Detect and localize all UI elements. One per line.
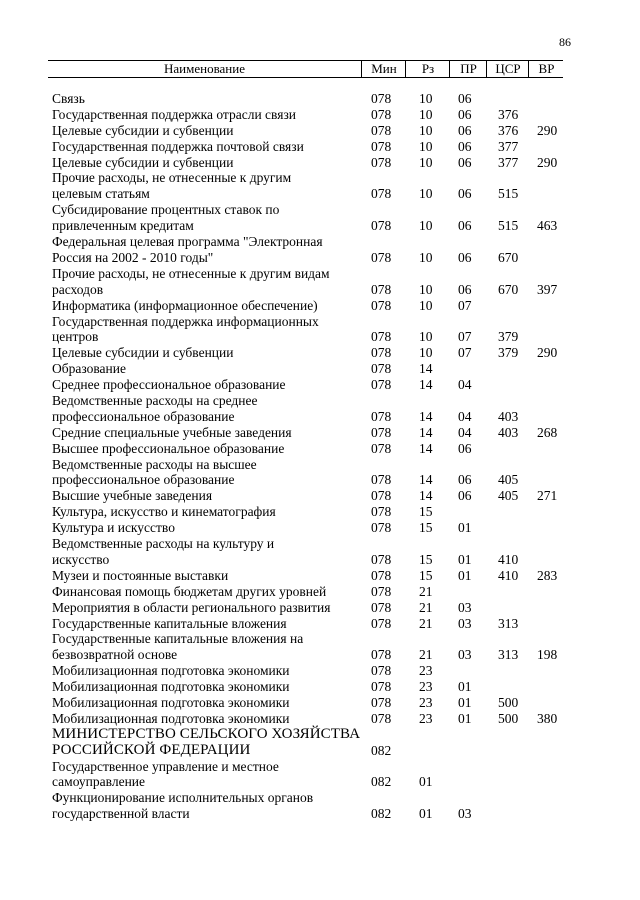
cell-pr: 06 <box>458 249 472 265</box>
row-name <box>52 663 352 679</box>
cell-vr: 198 <box>537 647 558 663</box>
cell-min: 078 <box>371 440 392 456</box>
row-name-line: Ведомственные расходы на высшее <box>52 456 257 472</box>
cell-csr: 500 <box>498 710 519 726</box>
row-name-line: Культура, искусство и кинематография <box>52 504 276 520</box>
row-name <box>52 790 352 822</box>
row-name-line: самоуправление <box>52 774 146 790</box>
cell-pr: 06 <box>458 186 472 202</box>
cell-pr: 03 <box>458 599 472 615</box>
row-name-line: Мобилизационная подготовка экономики <box>52 694 290 710</box>
row-name <box>52 504 352 520</box>
row-name <box>52 631 352 663</box>
cell-min: 082 <box>371 742 392 758</box>
cell-vr: 290 <box>537 122 558 138</box>
row-name-line: Мобилизационная подготовка экономики <box>52 710 290 726</box>
cell-rz: 10 <box>419 122 433 138</box>
row-name-line: Информатика (информационное обеспечение) <box>52 297 318 313</box>
row-name-line: Государственная поддержка отрасли связи <box>52 106 297 122</box>
row-name <box>52 520 352 536</box>
table-row <box>0 202 640 234</box>
row-name <box>52 457 352 489</box>
cell-csr: 376 <box>498 106 519 122</box>
row-name-line: привлеченным кредитам <box>52 218 194 234</box>
row-name-line: Ведомственные расходы на культуру и <box>52 536 275 552</box>
table-row <box>0 727 640 759</box>
cell-rz: 21 <box>419 615 433 631</box>
row-name-line: Целевые субсидии и субвенции <box>52 154 234 170</box>
row-name <box>52 314 352 346</box>
cell-pr: 04 <box>458 424 472 440</box>
cell-pr: 06 <box>458 106 472 122</box>
cell-min: 078 <box>371 361 392 377</box>
cell-min: 078 <box>371 377 392 393</box>
table-row <box>0 536 640 568</box>
table-row <box>0 441 640 457</box>
row-name-line: Ведомственные расходы на среднее <box>52 393 258 408</box>
row-name-line: Государственные капитальные вложения на <box>52 631 304 647</box>
table-row <box>0 425 640 441</box>
cell-rz: 10 <box>419 218 433 234</box>
row-name <box>52 536 352 568</box>
cell-min: 078 <box>371 106 392 122</box>
cell-min: 078 <box>371 218 392 234</box>
cell-csr: 670 <box>498 281 519 297</box>
cell-pr: 06 <box>458 440 472 456</box>
row-name-line: Высшее профессиональное образование <box>52 440 285 456</box>
cell-min: 078 <box>371 424 392 440</box>
cell-rz: 23 <box>419 663 433 679</box>
row-name-line: Государственная поддержка информационных <box>52 313 319 329</box>
cell-min: 078 <box>371 520 392 536</box>
cell-csr: 410 <box>498 567 519 583</box>
row-name <box>52 107 352 123</box>
table-row <box>0 695 640 711</box>
cell-pr: 06 <box>458 122 472 138</box>
row-name-line: Мобилизационная подготовка экономики <box>52 663 290 679</box>
cell-pr: 04 <box>458 377 472 393</box>
cell-min: 078 <box>371 694 392 710</box>
cell-min: 078 <box>371 504 392 520</box>
row-name <box>52 170 352 202</box>
table-row <box>0 568 640 584</box>
cell-rz: 23 <box>419 694 433 710</box>
cell-pr: 06 <box>458 218 472 234</box>
row-name <box>52 711 352 727</box>
table-row <box>0 600 640 616</box>
cell-pr: 07 <box>458 345 472 361</box>
row-name-line: МИНИСТЕРСТВО СЕЛЬСКОГО ХОЗЯЙСТВА <box>52 725 361 742</box>
row-name <box>52 488 352 504</box>
row-name-line: центров <box>52 329 99 345</box>
cell-pr: 01 <box>458 567 472 583</box>
row-name <box>52 298 352 314</box>
table-row <box>0 520 640 536</box>
row-name <box>52 725 361 759</box>
cell-vr: 290 <box>537 154 558 170</box>
cell-vr: 268 <box>537 424 558 440</box>
header-name: Наименование <box>164 61 245 76</box>
cell-min: 078 <box>371 663 392 679</box>
cell-min: 078 <box>371 615 392 631</box>
header-pr: ПР <box>449 61 487 77</box>
row-name-line: Государственное управление и местное <box>52 758 279 774</box>
cell-min: 078 <box>371 710 392 726</box>
cell-rz: 10 <box>419 345 433 361</box>
row-name-line: Мероприятия в области регионального развития <box>52 599 331 615</box>
cell-vr: 397 <box>537 281 558 297</box>
table-row <box>0 266 640 298</box>
table-row <box>0 170 640 202</box>
cell-min: 078 <box>371 249 392 265</box>
row-name-line: Целевые субсидии и субвенции <box>52 345 234 361</box>
cell-min: 078 <box>371 408 392 424</box>
cell-min: 078 <box>371 599 392 615</box>
row-name-line: Средние специальные учебные заведения <box>52 424 292 440</box>
header-vr: ВР <box>528 61 564 77</box>
cell-rz: 15 <box>419 504 433 520</box>
cell-min: 078 <box>371 583 392 599</box>
cell-csr: 376 <box>498 122 519 138</box>
row-name <box>52 679 352 695</box>
table-row <box>0 711 640 727</box>
cell-pr: 06 <box>458 138 472 154</box>
cell-rz: 23 <box>419 710 433 726</box>
row-name-line: Государственные капитальные вложения <box>52 615 287 631</box>
cell-pr: 01 <box>458 710 472 726</box>
row-name <box>52 441 352 457</box>
cell-csr: 405 <box>498 488 519 504</box>
cell-rz: 14 <box>419 488 433 504</box>
cell-pr: 06 <box>458 90 472 106</box>
table-row <box>0 663 640 679</box>
cell-min: 078 <box>371 488 392 504</box>
cell-pr: 01 <box>458 679 472 695</box>
cell-rz: 10 <box>419 329 433 345</box>
row-name-line: Прочие расходы, не отнесенные к другим видам <box>52 265 330 281</box>
cell-vr: 463 <box>537 218 558 234</box>
cell-pr: 01 <box>458 694 472 710</box>
row-name <box>52 759 352 791</box>
cell-pr: 07 <box>458 297 472 313</box>
cell-pr: 03 <box>458 647 472 663</box>
cell-rz: 15 <box>419 520 433 536</box>
cell-rz: 01 <box>419 806 433 822</box>
table-row <box>0 139 640 155</box>
table-row <box>0 759 640 791</box>
table-row <box>0 790 640 822</box>
cell-vr: 283 <box>537 567 558 583</box>
cell-rz: 14 <box>419 361 433 377</box>
table-row <box>0 155 640 171</box>
row-name <box>52 266 352 298</box>
row-name-line: Функционирование исполнительных органов <box>52 790 314 806</box>
cell-csr: 313 <box>498 615 519 631</box>
cell-min: 078 <box>371 345 392 361</box>
row-name <box>52 600 352 616</box>
row-name-line: Прочие расходы, не отнесенные к другим <box>52 170 292 186</box>
cell-min: 078 <box>371 154 392 170</box>
cell-pr: 06 <box>458 154 472 170</box>
cell-min: 082 <box>371 774 392 790</box>
cell-pr: 06 <box>458 281 472 297</box>
cell-rz: 10 <box>419 106 433 122</box>
row-name-line: Государственная поддержка почтовой связи <box>52 138 304 154</box>
cell-rz: 23 <box>419 679 433 695</box>
cell-rz: 14 <box>419 408 433 424</box>
cell-pr: 06 <box>458 488 472 504</box>
row-name-line: Образование <box>52 361 126 377</box>
table-body <box>0 91 640 822</box>
row-name-line: РОССИЙСКОЙ ФЕДЕРАЦИИ <box>52 741 251 758</box>
row-name-line: расходов <box>52 281 104 297</box>
header-csr: ЦСР <box>486 61 529 77</box>
cell-rz: 10 <box>419 297 433 313</box>
cell-csr: 500 <box>498 694 519 710</box>
cell-rz: 10 <box>419 249 433 265</box>
table-row <box>0 393 640 425</box>
cell-rz: 15 <box>419 551 433 567</box>
table-row <box>0 679 640 695</box>
cell-vr: 271 <box>537 488 558 504</box>
table-row <box>0 488 640 504</box>
cell-rz: 15 <box>419 567 433 583</box>
cell-csr: 410 <box>498 551 519 567</box>
cell-rz: 10 <box>419 138 433 154</box>
table-row <box>0 107 640 123</box>
cell-min: 078 <box>371 567 392 583</box>
row-name-line: профессиональное образование <box>52 472 235 488</box>
cell-pr: 03 <box>458 806 472 822</box>
cell-csr: 405 <box>498 472 519 488</box>
table-row <box>0 345 640 361</box>
page-number: 86 <box>559 35 571 49</box>
cell-csr: 515 <box>498 186 519 202</box>
row-name-line: Музеи и постоянные выставки <box>52 567 229 583</box>
table-row <box>0 631 640 663</box>
cell-min: 078 <box>371 679 392 695</box>
cell-csr: 377 <box>498 138 519 154</box>
cell-csr: 313 <box>498 647 519 663</box>
row-name-line: Мобилизационная подготовка экономики <box>52 679 290 695</box>
table-row <box>0 377 640 393</box>
table-row <box>0 91 640 107</box>
row-name-line: государственной власти <box>52 806 190 822</box>
cell-min: 078 <box>371 186 392 202</box>
cell-csr: 379 <box>498 345 519 361</box>
cell-min: 078 <box>371 647 392 663</box>
cell-pr: 01 <box>458 520 472 536</box>
cell-pr: 07 <box>458 329 472 345</box>
header-min: Мин <box>361 61 406 77</box>
row-name-line: Финансовая помощь бюджетам других уровней <box>52 583 327 599</box>
row-name <box>52 425 352 441</box>
row-name-line: Целевые субсидии и субвенции <box>52 122 234 138</box>
cell-rz: 21 <box>419 599 433 615</box>
table-row <box>0 616 640 632</box>
row-name-line: Связь <box>52 91 85 106</box>
table-row <box>0 504 640 520</box>
cell-min: 078 <box>371 122 392 138</box>
cell-rz: 14 <box>419 472 433 488</box>
table-row <box>0 298 640 314</box>
row-name <box>52 393 352 425</box>
row-name <box>52 139 352 155</box>
cell-min: 078 <box>371 329 392 345</box>
cell-pr: 01 <box>458 551 472 567</box>
table-row <box>0 234 640 266</box>
table-header <box>48 60 563 78</box>
cell-rz: 10 <box>419 154 433 170</box>
cell-csr: 403 <box>498 424 519 440</box>
cell-rz: 21 <box>419 647 433 663</box>
row-name <box>52 202 352 234</box>
row-name-line: целевым статьям <box>52 186 150 202</box>
row-name-line: Культура и искусство <box>52 520 175 536</box>
cell-rz: 21 <box>419 583 433 599</box>
row-name <box>52 584 352 600</box>
cell-min: 078 <box>371 90 392 106</box>
cell-rz: 14 <box>419 377 433 393</box>
row-name <box>52 361 352 377</box>
cell-min: 082 <box>371 806 392 822</box>
row-name-line: Россия на 2002 - 2010 годы" <box>52 249 214 265</box>
cell-rz: 14 <box>419 440 433 456</box>
row-name-line: профессиональное образование <box>52 408 235 424</box>
table-row <box>0 123 640 139</box>
row-name-line: Среднее профессиональное образование <box>52 377 286 393</box>
table-row <box>0 361 640 377</box>
row-name <box>52 123 352 139</box>
table-row <box>0 584 640 600</box>
cell-csr: 379 <box>498 329 519 345</box>
cell-rz: 14 <box>419 424 433 440</box>
cell-min: 078 <box>371 138 392 154</box>
cell-pr: 06 <box>458 472 472 488</box>
cell-csr: 377 <box>498 154 519 170</box>
row-name <box>52 568 352 584</box>
row-name-line: безвозвратной основе <box>52 647 178 663</box>
row-name <box>52 155 352 171</box>
cell-rz: 10 <box>419 90 433 106</box>
cell-vr: 290 <box>537 345 558 361</box>
row-name-line: Федеральная целевая программа "Электронная <box>52 234 323 250</box>
cell-pr: 04 <box>458 408 472 424</box>
row-name <box>52 91 352 107</box>
row-name-line: Высшие учебные заведения <box>52 488 213 504</box>
cell-min: 078 <box>371 297 392 313</box>
cell-rz: 10 <box>419 281 433 297</box>
cell-rz: 10 <box>419 186 433 202</box>
row-name-line: Субсидирование процентных ставок по <box>52 202 280 218</box>
row-name <box>52 345 352 361</box>
row-name-line: искусство <box>52 551 110 567</box>
row-name <box>52 377 352 393</box>
cell-rz: 01 <box>419 774 433 790</box>
row-name <box>52 695 352 711</box>
cell-csr: 515 <box>498 218 519 234</box>
table-row <box>0 457 640 489</box>
cell-vr: 380 <box>537 710 558 726</box>
cell-min: 078 <box>371 472 392 488</box>
cell-pr: 03 <box>458 615 472 631</box>
header-rz: Рз <box>405 61 450 77</box>
cell-csr: 670 <box>498 249 519 265</box>
cell-min: 078 <box>371 281 392 297</box>
cell-csr: 403 <box>498 408 519 424</box>
cell-min: 078 <box>371 551 392 567</box>
row-name <box>52 234 352 266</box>
row-name <box>52 616 352 632</box>
table-row <box>0 314 640 346</box>
